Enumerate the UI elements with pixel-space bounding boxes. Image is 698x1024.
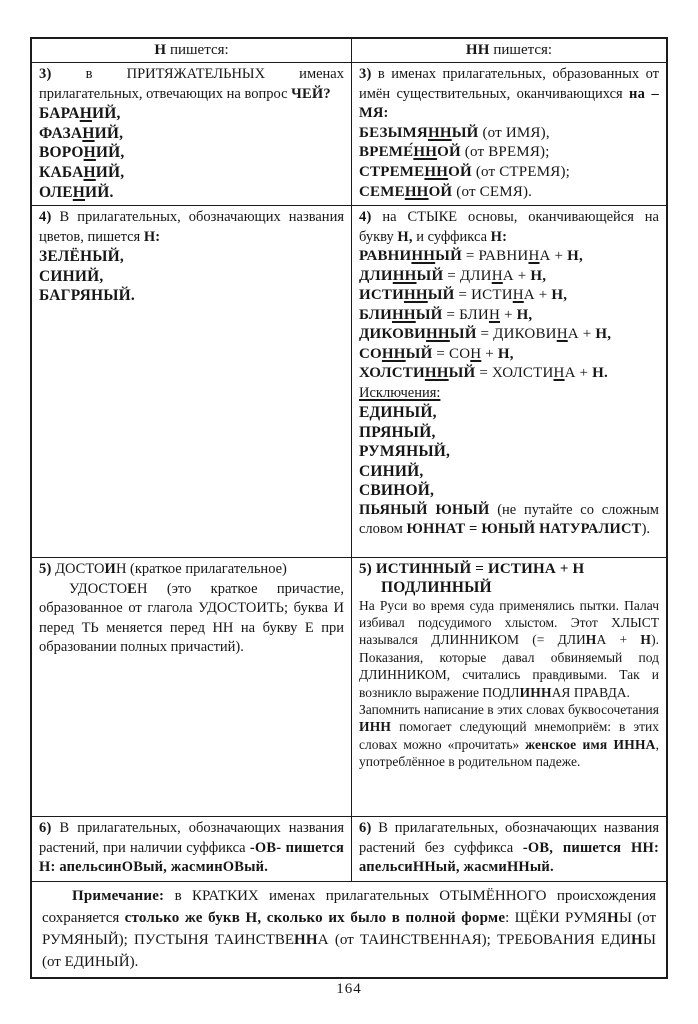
header-cell-nn: НН пишется: [351, 39, 666, 62]
text-line: СЕМЕННОЙ (от СЕМЯ). [359, 183, 533, 200]
page-number: 164 [336, 981, 362, 997]
text-line: ВРЕМЕ́ННОЙ (от ВРЕМЯ); [359, 144, 550, 161]
cell-n-rule-4 [32, 206, 351, 557]
text-line: ДЛИННЫЙ = ДЛИНА + Н, [359, 267, 547, 284]
table-row-rule-6 [32, 816, 666, 881]
text-line: РУМЯНЫЙ, [359, 443, 451, 461]
text-line: СИНИЙ, [359, 462, 424, 480]
text-line: КАБАНИЙ, [39, 163, 125, 181]
table-row-rule-4 [32, 205, 666, 557]
text-line: 6) В прилагательных, обозначающих названия растений, при наличии суффикса -ОВ- пишется Н: апельсинОВый, жасминОВый. [39, 820, 344, 876]
text-line: ПОДЛИННЫЙ [381, 579, 492, 597]
text-line: ХОЛСТИННЫЙ = ХОЛСТИНА + Н. [359, 365, 608, 382]
table-row-rule-5 [32, 557, 666, 816]
text-line: 6) В прилагательных, обозначающих названия растений без суффикса -ОВ, пишется НН: апельсиННый, жасмиННый. [359, 820, 659, 876]
cell-nn-rule-5 [351, 558, 666, 816]
text-line: ПРЯНЫЙ, [359, 423, 436, 441]
text-line: 5) ИСТИННЫЙ = ИСТИНА + Н [359, 561, 585, 578]
text-line: 3) в ПРИТЯЖАТЕЛЬНЫХ именах прилагательных, отвечающих на вопрос ЧЕЙ? [39, 66, 344, 102]
text-line: 3) в именах прилагательных, образованных от имён существительных, оканчивающихся на – МЯ: [359, 66, 660, 122]
cell-nn-rule-4 [351, 206, 666, 557]
text-line: СТРЕМЕННОЙ (от СТРЕМЯ); [359, 163, 571, 180]
note-row [32, 881, 666, 977]
text-line: Примечание: в КРАТКИХ именах прилагательных ОТЫМЁННОГО происхождения сохраняется столько же букв Н, сколько их было в полной форме: ЩЁКИ РУМЯНЫ (от РУМЯНЫЙ); ПУСТЫНЯ ТАИНСТВЕННА (от ТАИНСТВЕННАЯ); ТРЕБОВАНИЯ ЕДИНЫ (от ЕДИНЫЙ). [42, 887, 657, 970]
text-line: БАГРЯНЫЙ. [39, 287, 135, 305]
cell-n-rule-5 [32, 558, 351, 816]
text-line: ВОРОНИЙ, [39, 144, 125, 162]
cell-nn-rule-6 [351, 817, 666, 881]
text-line: УДОСТОЕН (это краткое причастие, образованное от глагола УДОСТОИТЬ; буква И перед ТЬ меняется перед НН на букву Е при образовании полных причастий). [39, 580, 344, 656]
cell-n-rule-6 [32, 817, 351, 881]
text-line: На Руси во время суда применялись пытки. Палач избивал подсудимого хлыстом. Этот ХЛЫСТ назывался ДЛИННИКОМ (= ДЛИНА + Н). Показания, которые давал обвиняемый под ДЛИННИКОМ, считались правдивыми. Так и возникло выражение ПОДЛИННАЯ ПРАВДА. [359, 597, 659, 700]
text-line: ЕДИНЫЙ, [359, 404, 437, 422]
spelling-rules-table [30, 37, 668, 979]
text-line: ЗЕЛЁНЫЙ, [39, 248, 125, 266]
text-line: СИНИЙ, [39, 267, 104, 285]
text-line: ПЬЯНЫЙ ЮНЫЙ (не путайте со сложным словом ЮННАТ = ЮНЫЙ НАТУРАЛИСТ). [359, 501, 659, 538]
cell-nn-rule-3 [351, 63, 666, 205]
text-line: 4) на СТЫКЕ основы, оканчивающейся на букву Н, и суффикса Н: [359, 209, 659, 245]
text-line: ФАЗАНИЙ, [39, 124, 124, 142]
text-line: Исключения: [359, 384, 441, 401]
text-line: БЛИННЫЙ = БЛИН + Н, [359, 306, 533, 323]
text-line: ИСТИННЫЙ = ИСТИНА + Н, [359, 287, 568, 304]
text-line: 4) В прилагательных, обозначающих названия цветов, пишется Н: [39, 209, 344, 245]
text-line: БЕЗЫМЯННЫЙ (от ИМЯ), [359, 124, 550, 141]
text-line: СВИНОЙ, [359, 482, 435, 500]
header-cell-n: Н пишется: [154, 42, 229, 58]
text-line: СОННЫЙ = СОН + Н, [359, 345, 514, 362]
cell-n-rule-3 [32, 63, 351, 205]
text-line: ДИКОВИННЫЙ = ДИКОВИНА + Н, [359, 326, 612, 343]
text-line: 5) ДОСТОИН (краткое прилагательное) [39, 561, 287, 578]
text-line: Запомнить написание в этих словах буквосочетания ИНН помогает следующий мнемоприём: в этих словах можно «прочитать» женское имя ИННА, употреблённое в родительном падеже. [359, 702, 659, 770]
table-row-rule-3 [32, 62, 666, 205]
text-line: БАРАНИЙ, [39, 105, 121, 123]
table-header-row [32, 39, 666, 62]
text-line: ОЛЕНИЙ. [39, 183, 114, 201]
text-line: РАВНИННЫЙ = РАВНИНА + Н, [359, 248, 583, 265]
